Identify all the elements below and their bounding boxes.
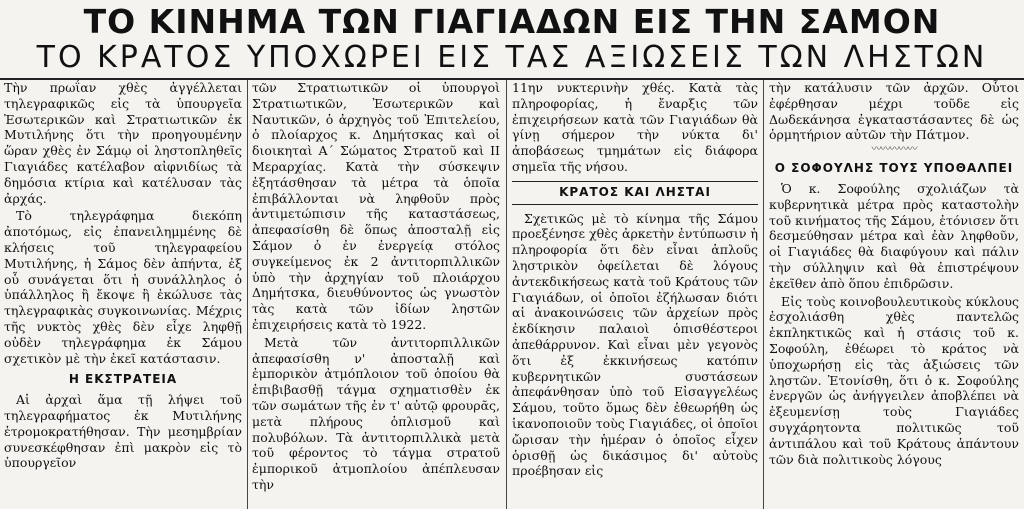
col2-paragraph-2: Μετὰ τῶν ἀντιτορπιλλικῶν ἀπεφασίσθη ν' ἀποσταλῇ καὶ ἐμπορικὸν ἀτμόπλοιον τοῦ ὁποίου θὰ ἐπιβιβασθῇ τάγμα σχηματισθὲν ἐκ τῶν σωμάτων τῆς ἐν τ' αὐτῷ φρουρᾶς, μετὰ πλήρους ὁπλισμοῦ καὶ πολυβόλων. Τὰ ἀντιτορπιλλικὰ μετὰ τοῦ φέροντος τὸ τάγμα στρατοῦ ἐμπορικοῦ ἀτμοπλοίου ἀπέπλευσαν τὴν	[252, 334, 500, 492]
col4-paragraph-1: τὴν κατάλυσιν τῶν ἀρχῶν. Οὗτοι ἐφέρθησαν μέχρι τοῦδε εἰς Δωδεκάνησα ἐγκαταστάσαντες δὲ ὡς ὁρμητήριον αὐτῶν τὴν Πάτμον.	[769, 80, 1019, 143]
col1-paragraph-1: Τὴν πρωΐαν χθὲς ἀγγέλλεται τηλεγραφικῶς εἰς τὰ ὑπουργεῖα Ἐσωτερικῶν καὶ Στρατιωτικῶν ἐκ Μυτιλήνης ὅτι τὴν προηγουμένην ὥραν χθὲς ἐν Σάμῳ οἱ ληστοπληθεῖς Γιαγιάδες κατέλαβον αἰφνιδίως τὰ δημόσια κτίρια καὶ κατέλυσαν τὰς ἀρχάς.	[4, 80, 242, 206]
col3-section-paragraph-1: Σχετικῶς μὲ τὸ κίνημα τῆς Σάμου προεξένησε χθὲς ἀρκετὴν ἐντύπωσιν ἡ πληροφορία ὅτι δὲν εἶναι ἁπλοῦς ληστρικὸν ὀφείλεται δὲ λόγους ἀντεκδικήσεως κατὰ τοῦ Κράτους τῶν Γιαγιάδων, οἱ ὁποῖοι ἐζήλωσαν διότι αἱ ἀνακοινώσεις τῶν ἀρχείων πρὸς ἐκδίκησιν παλαιοὶ ὁπισθέστεροι ἀπεθάρρυνον. Καὶ εἶναι μὲν γεγονὸς ὅτι ἐξ ἐκκινήσεως κατόπιν κυβερνητικῶν συστάσεων ἀπεφάνθησαν ὑπὸ τοῦ Εἰσαγγελέως Σάμου, τοῦτο ὅμως δὲν ἐθεωρήθη ὡς ἱκανοποιοῦν τοὺς Γιαγιάδες, οἱ ὁποῖοι ὤρισαν τὴν ἡμέραν ὁ ὁποῖος εἶχεν ὁρισθῇ ὡς δικάσιμος δι' αὐτοὺς προέβησαν εἰς	[512, 210, 758, 479]
column-3	[512, 80, 758, 509]
col4-section-paragraph-2: Εἰς τοὺς κοινοβουλευτικοὺς κύκλους ἐσχολιάσθη χθὲς παντελῶς ἐκπληκτικῶς καὶ ἡ στάσις τοῦ κ. Σοφούλη, ἐθέωρει τὸ κράτος νὰ ὑποχωρήσῃ εἰς τὰς ἀξιώσεις τῶν ληστῶν. Ἐτονίσθη, ὅτι ὁ κ. Σοφούλης ἐνεργῶν ὡς ἀνήγγειλεν ἀποβλέπει νὰ ἐξευμενίσῃ τοὺς Γιαγιάδες συγχάρητοντα πολιτικῶς τοῦ ἀντιπάλου καὶ τοῦ Κράτους ἀπάντουν τῶν διὰ πολιτικοὺς λόγους	[769, 293, 1019, 467]
col1-paragraph-2: Τὸ τηλεγράφημα διεκόπη ἀποτόμως, εἰς ἐπανειλημμένης δὲ κλήσεις τοῦ τηλεγραφείου Μυτιλήνης, ἡ Σάμος δὲν ἀπήντα, ἐξ οὗ συνάγεται ὅτι ἡ συνάλληλος ὁ ὑπάλληλος ἢ ἔκοψε ἢ ἐκώλυσε τὰς τηλεγραφικὰς συγκοινωνίας. Μέχρις τῆς νυκτὸς χθὲς δὲν εἶχε ληφθῇ οὐδὲν τηλεγράφημα ἐκ Σάμου σχετικὸν μὲ τὴν ἐκεῖ κατάστασιν.	[4, 208, 242, 366]
col3-paragraph-1: 11ην νυκτερινὴν χθές. Κατὰ τὰς πληροφορίας, ἡ ἔναρξις τῶν ἐπιχειρήσεων κατὰ τῶν Γιαγιάδων θὰ γίνῃ σήμερον τὴν νύκτα δι' ἀποβάσεως τμημάτων εἰς διάφορα σημεῖα τῆς νήσου.	[512, 80, 758, 174]
col1-section-title: Η ΕΚΣΤΡΑΤΕΙΑ	[68, 372, 178, 387]
col4-section-paragraph-1: Ὁ κ. Σοφούλης σχολιάζων τὰ κυβερνητικὰ μέτρα πρὸς καταστολὴν τοῦ κινήματος τῆς Σάμου, ἐτόνισεν ὅτι δεσμεύθησαν μέτρα καὶ ἐὰν ληφθοῦν, οἱ Γιαγιάδες θὰ διαφύγουν καὶ πάλιν τὴν σύλληψιν καὶ θὰ ἐπιστρέψουν ἐκεῖθεν ἀπὸ ὅπου ἐπιδρῶσιν.	[769, 180, 1019, 291]
column-divider-3	[763, 80, 764, 509]
subheadline: ΤΟ ΚΡΑΤΟΣ ΥΠΟΧΩΡΕΙ ΕΙΣ ΤΑΣ ΑΞΙΩΣΕΙΣ ΤΩΝ ΛΗΣΤΩΝ	[36, 40, 988, 75]
column-1	[4, 80, 242, 509]
column-2	[252, 80, 500, 509]
headline: ΤΟ ΚΙΝΗΜΑ ΤΩΝ ΓΙΑΓΙΑΔΩΝ ΕΙΣ ΤΗΝ ΣΑΜΟΝ	[83, 2, 941, 41]
decorative-wavy-rule: 〰〰〰〰〰	[871, 144, 917, 156]
col4-section-title: Ο ΣΟΦΟΥΛΗΣ ΤΟΥΣ ΥΠΟΘΑΛΠΕΙ	[774, 161, 1014, 176]
col2-paragraph-1: τῶν Στρατιωτικῶν οἱ ὑπουργοὶ Στρατιωτικῶν, Ἐσωτερικῶν καὶ Ναυτικῶν, ὁ ἀρχηγὸς τοῦ Ἐπιτελείου, ὁ πλοίαρχος κ. Δημήτσκας καὶ οἱ διοικηταὶ Α΄ Σώματος Στρατοῦ καὶ ΙΙ Μεραρχίας. Κατὰ τὴν σύσκεψιν ἐξητάσθησαν τὰ μέτρα τὰ ὁποῖα ἐπιβάλλονται νὰ ληφθοῦν πρὸς ἀντιμετώπισιν τῆς καταστάσεως, ἀπεφασίσθη δὲ ὅπως ἀποσταλῇ εἰς Σάμον ὁ ἐν ἐνεργείᾳ στόλος συγκείμενος ἐκ 2 ἀντιτορπιλλικῶν ὑπὸ τὴν ἀρχηγίαν τοῦ πλοιάρχου Δημήτσκα, διευθύνοντος ὡς γνωστὸν τὰς κατὰ τῶν ἰδίων ληστῶν ἐπιχειρήσεις κατὰ τὸ 1922.	[252, 80, 500, 332]
column-4	[769, 80, 1019, 509]
column-divider-1	[247, 80, 248, 509]
column-divider-2	[506, 80, 507, 509]
col3-section-title: ΚΡΑΤΟΣ ΚΑΙ ΛΗΣΤΑΙ	[512, 181, 758, 205]
col1-section-paragraph-1: Αἱ ἀρχαὶ ἅμα τῇ λήψει τοῦ τηλεγραφήματος ἐκ Μυτιλήνης ἐτρομοκρατήθησαν. Τὴν μεσημβρίαν συνεσκέφθησαν ἐπὶ μακρὸν εἰς τὸ ὑπουργεῖον	[4, 392, 242, 471]
